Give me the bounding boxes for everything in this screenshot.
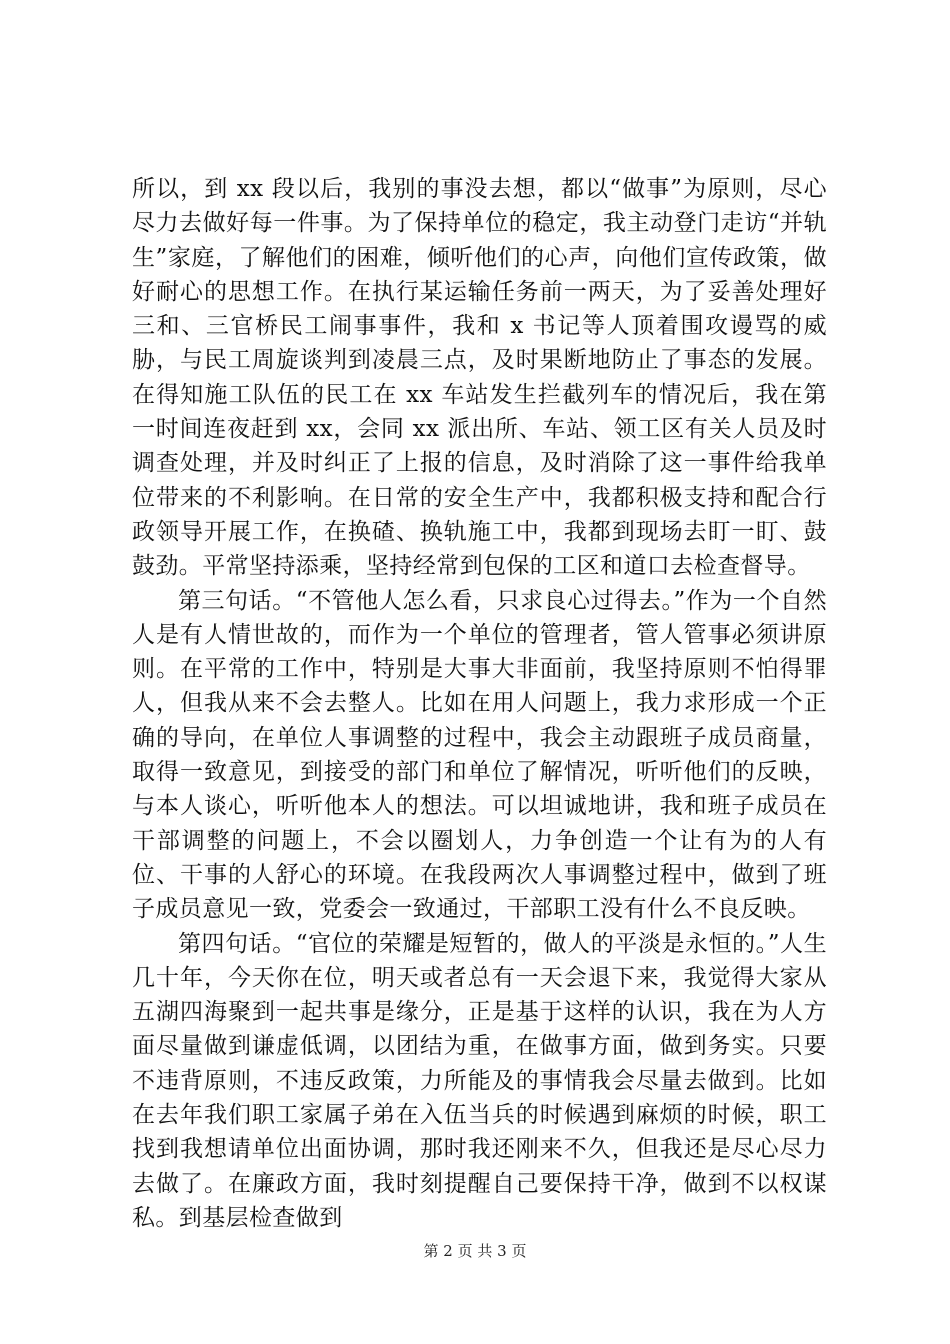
page-footer: 第 2 页 共 3 页 [423, 1242, 527, 1260]
paragraph-3: 第四句话。“官位的荣耀是短暂的，做人的平淡是永恒的。”人生几十年，今天你在位，明天或者总有一天会退下来，我觉得大家从五湖四海聚到一起共事是缘分，正是基于这样的认识，我在为人方面尽量做到谦虚低调，以团结为重，在做事方面，做到务实。只要不违背原则，不违反政策，力所能及的事情我会尽量去做到。比如在去年我们职工家属子弟在入伍当兵的时候遇到麻烦的时候，职工找到我想请单位出面协调，那时我还刚来不久，但我还是尽心尽力去做了。在廉政方面，我时刻提醒自己要保持干净，做到不以权谋私。到基层检查做到 [132, 930, 827, 1231]
document-body [132, 172, 827, 1235]
paragraph-1: 所以，到 xx 段以后，我别的事没去想，都以“做事”为原则，尽心尽力去做好每一件事。为了保持单位的稳定，我主动登门走访“并轨生”家庭，了解他们的困难，倾听他们的心声，向他们宣传政策，做好耐心的思想工作。在执行某运输任务前一两天，为了妥善处理好三和、三官桥民工闹事事件，我和 x 书记等人顶着围攻谩骂的威胁，与民工周旋谈判到凌晨三点，及时果断地防止了事态的发展。在得知施工队伍的民工在 xx 车站发生拦截列车的情况后，我在第一时间连夜赶到 xx，会同 xx 派出所、车站、领工区有关人员及时调查处理，并及时纠正了上报的信息，及时消除了这一事件给我单位带来的不利影响。在日常的安全生产中，我都积极支持和配合行政领导开展工作，在换碴、换轨施工中，我都到现场去盯一盯、鼓鼓劲。平常坚持添乘，坚持经常到包保的工区和道口去检查督导。 [132, 176, 827, 580]
paragraph-2: 第三句话。“不管他人怎么看，只求良心过得去。”作为一个自然人是有人情世故的，而作为一个单位的管理者，管人管事必须讲原则。在平常的工作中，特别是大事大非面前，我坚持原则不怕得罪人，但我从来不会去整人。比如在用人问题上，我力求形成一个正确的导向，在单位人事调整的过程中，我会主动跟班子成员商量，取得一致意见，到接受的部门和单位了解情况，听听他们的反映，与本人谈心，听听他本人的想法。可以坦诚地讲，我和班子成员在干部调整的问题上，不会以圈划人，力争创造一个让有为的人有位、干事的人舒心的环境。在我段两次人事调整过程中，做到了班子成员意见一致，党委会一致通过，干部职工没有什么不良反映。 [132, 587, 827, 923]
